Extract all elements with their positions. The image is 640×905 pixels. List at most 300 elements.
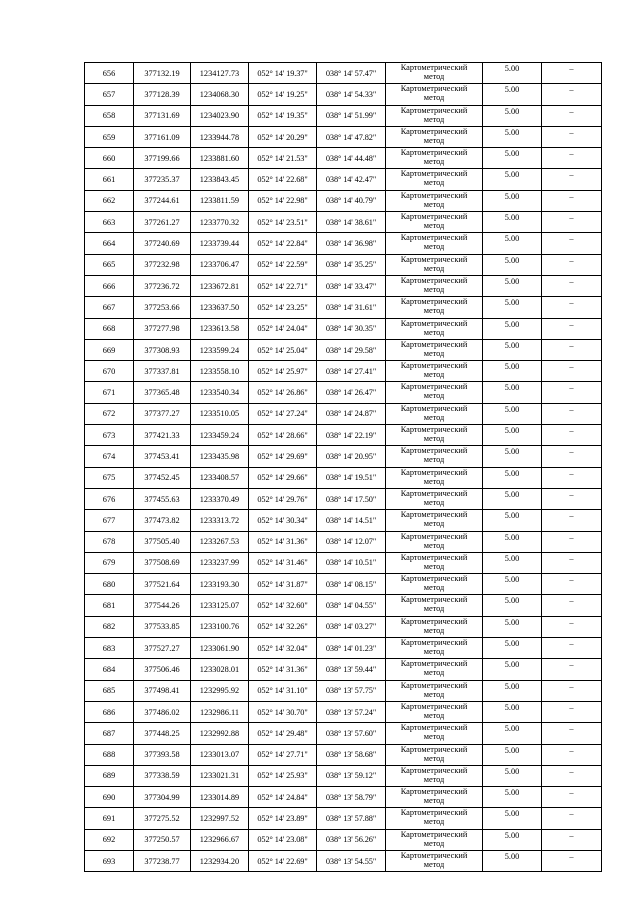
x-coordinate-cell: 377521.64	[134, 574, 191, 595]
accuracy-cell: 5.00	[483, 318, 542, 339]
point-number-cell: 686	[85, 701, 134, 722]
method-label-line2: метод	[423, 838, 445, 848]
accuracy-cell: 5.00	[483, 403, 542, 424]
point-number-cell: 682	[85, 616, 134, 637]
accuracy-cell: 5.00	[483, 233, 542, 254]
longitude-cell: 038° 13' 57.24"	[317, 701, 386, 722]
method-label-line2: метод	[423, 455, 445, 465]
point-number-cell: 693	[85, 850, 134, 871]
method-label-line1: Картометрический	[400, 425, 468, 435]
method-label-line2: метод	[423, 412, 445, 422]
method-label-line1: Картометрический	[400, 233, 468, 243]
description-cell: –	[542, 126, 602, 147]
longitude-cell: 038° 14' 03.27"	[317, 616, 386, 637]
table-row	[85, 84, 602, 105]
method-label-line2: метод	[423, 242, 445, 252]
accuracy-cell: 5.00	[483, 595, 542, 616]
point-number-cell: 677	[85, 510, 134, 531]
longitude-cell: 038° 13' 56.26"	[317, 829, 386, 850]
method-cell	[386, 63, 483, 84]
accuracy-cell: 5.00	[483, 765, 542, 786]
longitude-cell: 038° 14' 24.87"	[317, 403, 386, 424]
table-row	[85, 850, 602, 871]
x-coordinate-cell: 377240.69	[134, 233, 191, 254]
x-coordinate-cell: 377455.63	[134, 488, 191, 509]
accuracy-cell: 5.00	[483, 126, 542, 147]
x-coordinate-cell: 377533.85	[134, 616, 191, 637]
description-cell: –	[542, 552, 602, 573]
accuracy-cell: 5.00	[483, 361, 542, 382]
method-label-line1: Картометрический	[400, 531, 468, 541]
longitude-cell: 038° 14' 22.19"	[317, 425, 386, 446]
method-cell	[386, 233, 483, 254]
accuracy-cell: 5.00	[483, 552, 542, 573]
y-coordinate-cell: 1233028.01	[191, 659, 249, 680]
description-cell: –	[542, 808, 602, 829]
y-coordinate-cell: 1232995.92	[191, 680, 249, 701]
longitude-cell: 038° 14' 20.95"	[317, 446, 386, 467]
method-cell	[386, 126, 483, 147]
method-label-line2: метод	[423, 753, 445, 763]
accuracy-cell: 5.00	[483, 531, 542, 552]
table-row	[85, 829, 602, 850]
y-coordinate-cell: 1233435.98	[191, 446, 249, 467]
latitude-cell: 052° 14' 26.86"	[249, 382, 317, 403]
method-cell	[386, 169, 483, 190]
description-cell: –	[542, 595, 602, 616]
accuracy-cell: 5.00	[483, 723, 542, 744]
point-number-cell: 674	[85, 446, 134, 467]
table-row	[85, 638, 602, 659]
method-cell	[386, 680, 483, 701]
y-coordinate-cell: 1233881.60	[191, 148, 249, 169]
x-coordinate-cell: 377421.33	[134, 425, 191, 446]
method-label-line2: метод	[423, 306, 445, 316]
longitude-cell: 038° 14' 57.47"	[317, 63, 386, 84]
latitude-cell: 052° 14' 31.36"	[249, 531, 317, 552]
table-row	[85, 744, 602, 765]
method-label-line2: метод	[423, 497, 445, 507]
method-label-line1: Картометрический	[400, 212, 468, 222]
accuracy-cell: 5.00	[483, 169, 542, 190]
method-label-line1: Картометрический	[400, 744, 468, 754]
accuracy-cell: 5.00	[483, 808, 542, 829]
method-label-line1: Картометрический	[400, 148, 468, 158]
longitude-cell: 038° 13' 57.60"	[317, 723, 386, 744]
method-label-line1: Картометрический	[400, 339, 468, 349]
method-cell	[386, 574, 483, 595]
method-label-line1: Картометрический	[400, 318, 468, 328]
y-coordinate-cell: 1233770.32	[191, 212, 249, 233]
y-coordinate-cell: 1233843.45	[191, 169, 249, 190]
table-row	[85, 169, 602, 190]
method-label-line1: Картометрический	[400, 765, 468, 775]
point-number-cell: 689	[85, 765, 134, 786]
description-cell: –	[542, 233, 602, 254]
table-row	[85, 233, 602, 254]
y-coordinate-cell: 1233739.44	[191, 233, 249, 254]
method-cell	[386, 701, 483, 722]
method-cell	[386, 552, 483, 573]
table-body	[85, 63, 602, 872]
longitude-cell: 038° 14' 40.79"	[317, 190, 386, 211]
y-coordinate-cell: 1233637.50	[191, 297, 249, 318]
latitude-cell: 052° 14' 22.71"	[249, 275, 317, 296]
y-coordinate-cell: 1232966.67	[191, 829, 249, 850]
accuracy-cell: 5.00	[483, 63, 542, 84]
method-label-line1: Картометрический	[400, 701, 468, 711]
description-cell: –	[542, 425, 602, 446]
description-cell: –	[542, 169, 602, 190]
x-coordinate-cell: 377377.27	[134, 403, 191, 424]
point-number-cell: 675	[85, 467, 134, 488]
method-cell	[386, 297, 483, 318]
description-cell: –	[542, 723, 602, 744]
description-cell: –	[542, 680, 602, 701]
point-number-cell: 678	[85, 531, 134, 552]
method-cell	[386, 190, 483, 211]
table-row	[85, 808, 602, 829]
table-row	[85, 680, 602, 701]
accuracy-cell: 5.00	[483, 616, 542, 637]
method-label-line2: метод	[423, 114, 445, 124]
latitude-cell: 052° 14' 19.35"	[249, 105, 317, 126]
table-row	[85, 787, 602, 808]
accuracy-cell: 5.00	[483, 638, 542, 659]
method-cell	[386, 382, 483, 403]
method-cell	[386, 403, 483, 424]
x-coordinate-cell: 377453.41	[134, 446, 191, 467]
x-coordinate-cell: 377261.27	[134, 212, 191, 233]
accuracy-cell: 5.00	[483, 488, 542, 509]
x-coordinate-cell: 377236.72	[134, 275, 191, 296]
description-cell: –	[542, 765, 602, 786]
y-coordinate-cell: 1232997.52	[191, 808, 249, 829]
latitude-cell: 052° 14' 29.48"	[249, 723, 317, 744]
longitude-cell: 038° 14' 04.55"	[317, 595, 386, 616]
longitude-cell: 038° 14' 12.07"	[317, 531, 386, 552]
table-row	[85, 425, 602, 446]
description-cell: –	[542, 488, 602, 509]
accuracy-cell: 5.00	[483, 680, 542, 701]
method-label-line1: Картометрический	[400, 616, 468, 626]
method-label-line2: метод	[423, 561, 445, 571]
table-row	[85, 105, 602, 126]
x-coordinate-cell: 377250.57	[134, 829, 191, 850]
method-label-line1: Картометрический	[400, 552, 468, 562]
x-coordinate-cell: 377508.69	[134, 552, 191, 573]
method-cell	[386, 148, 483, 169]
x-coordinate-cell: 377486.02	[134, 701, 191, 722]
table-row	[85, 190, 602, 211]
point-number-cell: 684	[85, 659, 134, 680]
method-label-line2: метод	[423, 93, 445, 103]
point-number-cell: 673	[85, 425, 134, 446]
table-row	[85, 659, 602, 680]
method-cell	[386, 595, 483, 616]
table-row	[85, 765, 602, 786]
longitude-cell: 038° 14' 27.41"	[317, 361, 386, 382]
x-coordinate-cell: 377506.46	[134, 659, 191, 680]
y-coordinate-cell: 1233944.78	[191, 126, 249, 147]
method-label-line1: Картометрический	[400, 808, 468, 818]
method-cell	[386, 808, 483, 829]
latitude-cell: 052° 14' 28.66"	[249, 425, 317, 446]
point-number-cell: 667	[85, 297, 134, 318]
method-label-line2: метод	[423, 817, 445, 827]
latitude-cell: 052° 14' 22.69"	[249, 850, 317, 871]
latitude-cell: 052° 14' 22.68"	[249, 169, 317, 190]
accuracy-cell: 5.00	[483, 850, 542, 871]
table-row	[85, 723, 602, 744]
description-cell: –	[542, 254, 602, 275]
description-cell: –	[542, 339, 602, 360]
description-cell: –	[542, 829, 602, 850]
accuracy-cell: 5.00	[483, 787, 542, 808]
y-coordinate-cell: 1233061.90	[191, 638, 249, 659]
point-number-cell: 661	[85, 169, 134, 190]
latitude-cell: 052° 14' 32.26"	[249, 616, 317, 637]
latitude-cell: 052° 14' 25.97"	[249, 361, 317, 382]
accuracy-cell: 5.00	[483, 254, 542, 275]
y-coordinate-cell: 1233459.24	[191, 425, 249, 446]
longitude-cell: 038° 14' 30.35"	[317, 318, 386, 339]
accuracy-cell: 5.00	[483, 659, 542, 680]
longitude-cell: 038° 13' 54.55"	[317, 850, 386, 871]
method-label-line1: Картометрический	[400, 829, 468, 839]
method-label-line2: метод	[423, 732, 445, 742]
y-coordinate-cell: 1233125.07	[191, 595, 249, 616]
method-label-line1: Картометрический	[400, 446, 468, 456]
method-cell	[386, 638, 483, 659]
accuracy-cell: 5.00	[483, 148, 542, 169]
table-row	[85, 382, 602, 403]
point-number-cell: 685	[85, 680, 134, 701]
method-label-line2: метод	[423, 519, 445, 529]
latitude-cell: 052° 14' 29.69"	[249, 446, 317, 467]
latitude-cell: 052° 14' 29.76"	[249, 488, 317, 509]
latitude-cell: 052° 14' 31.10"	[249, 680, 317, 701]
y-coordinate-cell: 1233599.24	[191, 339, 249, 360]
table-row	[85, 595, 602, 616]
description-cell: –	[542, 403, 602, 424]
y-coordinate-cell: 1233014.89	[191, 787, 249, 808]
longitude-cell: 038° 14' 17.50"	[317, 488, 386, 509]
method-cell	[386, 425, 483, 446]
accuracy-cell: 5.00	[483, 425, 542, 446]
description-cell: –	[542, 787, 602, 808]
point-number-cell: 680	[85, 574, 134, 595]
y-coordinate-cell: 1233510.05	[191, 403, 249, 424]
method-label-line2: метод	[423, 370, 445, 380]
table-row	[85, 254, 602, 275]
longitude-cell: 038° 14' 01.23"	[317, 638, 386, 659]
table-row	[85, 148, 602, 169]
method-cell	[386, 488, 483, 509]
method-cell	[386, 765, 483, 786]
method-label-line1: Картометрический	[400, 126, 468, 136]
method-label-line2: метод	[423, 710, 445, 720]
method-label-line2: метод	[423, 604, 445, 614]
y-coordinate-cell: 1234068.30	[191, 84, 249, 105]
x-coordinate-cell: 377544.26	[134, 595, 191, 616]
description-cell: –	[542, 63, 602, 84]
method-label-line2: метод	[423, 157, 445, 167]
latitude-cell: 052° 14' 23.08"	[249, 829, 317, 850]
method-cell	[386, 850, 483, 871]
accuracy-cell: 5.00	[483, 510, 542, 531]
method-label-line1: Картометрический	[400, 254, 468, 264]
method-label-line1: Картометрический	[400, 574, 468, 584]
description-cell: –	[542, 446, 602, 467]
method-label-line1: Картометрический	[400, 105, 468, 115]
accuracy-cell: 5.00	[483, 574, 542, 595]
x-coordinate-cell: 377238.77	[134, 850, 191, 871]
y-coordinate-cell: 1233267.53	[191, 531, 249, 552]
point-number-cell: 683	[85, 638, 134, 659]
x-coordinate-cell: 377131.69	[134, 105, 191, 126]
method-label-line1: Картометрический	[400, 275, 468, 285]
description-cell: –	[542, 105, 602, 126]
y-coordinate-cell: 1234127.73	[191, 63, 249, 84]
latitude-cell: 052° 14' 22.98"	[249, 190, 317, 211]
method-label-line2: метод	[423, 348, 445, 358]
y-coordinate-cell: 1233540.34	[191, 382, 249, 403]
description-cell: –	[542, 510, 602, 531]
description-cell: –	[542, 297, 602, 318]
longitude-cell: 038° 14' 31.61"	[317, 297, 386, 318]
method-cell	[386, 339, 483, 360]
point-number-cell: 672	[85, 403, 134, 424]
x-coordinate-cell: 377473.82	[134, 510, 191, 531]
y-coordinate-cell: 1233706.47	[191, 254, 249, 275]
method-label-line2: метод	[423, 583, 445, 593]
point-number-cell: 679	[85, 552, 134, 573]
point-number-cell: 687	[85, 723, 134, 744]
longitude-cell: 038° 14' 44.48"	[317, 148, 386, 169]
y-coordinate-cell: 1233013.07	[191, 744, 249, 765]
point-number-cell: 658	[85, 105, 134, 126]
description-cell: –	[542, 701, 602, 722]
method-label-line1: Картометрический	[400, 169, 468, 179]
method-label-line1: Картометрический	[400, 638, 468, 648]
method-label-line2: метод	[423, 647, 445, 657]
method-label-line1: Картометрический	[400, 297, 468, 307]
latitude-cell: 052° 14' 19.37"	[249, 63, 317, 84]
method-label-line2: метод	[423, 178, 445, 188]
table-row	[85, 126, 602, 147]
accuracy-cell: 5.00	[483, 446, 542, 467]
description-cell: –	[542, 659, 602, 680]
method-cell	[386, 318, 483, 339]
method-label-line2: метод	[423, 135, 445, 145]
y-coordinate-cell: 1233193.30	[191, 574, 249, 595]
description-cell: –	[542, 84, 602, 105]
x-coordinate-cell: 377199.66	[134, 148, 191, 169]
latitude-cell: 052° 14' 23.51"	[249, 212, 317, 233]
latitude-cell: 052° 14' 27.24"	[249, 403, 317, 424]
longitude-cell: 038° 13' 58.79"	[317, 787, 386, 808]
description-cell: –	[542, 616, 602, 637]
method-label-line1: Картометрический	[400, 467, 468, 477]
y-coordinate-cell: 1233408.57	[191, 467, 249, 488]
point-number-cell: 662	[85, 190, 134, 211]
accuracy-cell: 5.00	[483, 190, 542, 211]
method-label-line1: Картометрический	[400, 488, 468, 498]
point-number-cell: 670	[85, 361, 134, 382]
latitude-cell: 052° 14' 32.04"	[249, 638, 317, 659]
x-coordinate-cell: 377128.39	[134, 84, 191, 105]
longitude-cell: 038° 14' 10.51"	[317, 552, 386, 573]
point-number-cell: 660	[85, 148, 134, 169]
point-number-cell: 671	[85, 382, 134, 403]
longitude-cell: 038° 14' 51.99"	[317, 105, 386, 126]
longitude-cell: 038° 14' 42.47"	[317, 169, 386, 190]
description-cell: –	[542, 744, 602, 765]
latitude-cell: 052° 14' 30.34"	[249, 510, 317, 531]
accuracy-cell: 5.00	[483, 212, 542, 233]
latitude-cell: 052° 14' 31.36"	[249, 659, 317, 680]
accuracy-cell: 5.00	[483, 744, 542, 765]
table-row	[85, 616, 602, 637]
method-label-line2: метод	[423, 199, 445, 209]
latitude-cell: 052° 14' 21.53"	[249, 148, 317, 169]
longitude-cell: 038° 13' 59.12"	[317, 765, 386, 786]
x-coordinate-cell: 377498.41	[134, 680, 191, 701]
description-cell: –	[542, 638, 602, 659]
latitude-cell: 052° 14' 32.60"	[249, 595, 317, 616]
method-label-line2: метод	[423, 540, 445, 550]
description-cell: –	[542, 467, 602, 488]
description-cell: –	[542, 190, 602, 211]
longitude-cell: 038° 14' 26.47"	[317, 382, 386, 403]
latitude-cell: 052° 14' 25.04"	[249, 339, 317, 360]
table-row	[85, 212, 602, 233]
point-number-cell: 656	[85, 63, 134, 84]
latitude-cell: 052° 14' 22.84"	[249, 233, 317, 254]
latitude-cell: 052° 14' 23.89"	[249, 808, 317, 829]
method-label-line2: метод	[423, 796, 445, 806]
longitude-cell: 038° 13' 58.68"	[317, 744, 386, 765]
x-coordinate-cell: 377505.40	[134, 531, 191, 552]
method-label-line1: Картометрический	[400, 595, 468, 605]
table-row	[85, 446, 602, 467]
method-label-line2: метод	[423, 327, 445, 337]
y-coordinate-cell: 1232992.88	[191, 723, 249, 744]
table-row	[85, 510, 602, 531]
description-cell: –	[542, 361, 602, 382]
point-number-cell: 669	[85, 339, 134, 360]
point-number-cell: 657	[85, 84, 134, 105]
method-label-line2: метод	[423, 391, 445, 401]
y-coordinate-cell: 1233613.58	[191, 318, 249, 339]
latitude-cell: 052° 14' 29.66"	[249, 467, 317, 488]
longitude-cell: 038° 14' 54.33"	[317, 84, 386, 105]
y-coordinate-cell: 1232934.20	[191, 850, 249, 871]
longitude-cell: 038° 14' 19.51"	[317, 467, 386, 488]
latitude-cell: 052° 14' 20.29"	[249, 126, 317, 147]
accuracy-cell: 5.00	[483, 84, 542, 105]
accuracy-cell: 5.00	[483, 382, 542, 403]
method-label-line1: Картометрический	[400, 680, 468, 690]
y-coordinate-cell: 1234023.90	[191, 105, 249, 126]
method-label-line1: Картометрический	[400, 190, 468, 200]
latitude-cell: 052° 14' 27.71"	[249, 744, 317, 765]
point-number-cell: 663	[85, 212, 134, 233]
y-coordinate-cell: 1233672.81	[191, 275, 249, 296]
longitude-cell: 038° 14' 36.98"	[317, 233, 386, 254]
table-row	[85, 63, 602, 84]
